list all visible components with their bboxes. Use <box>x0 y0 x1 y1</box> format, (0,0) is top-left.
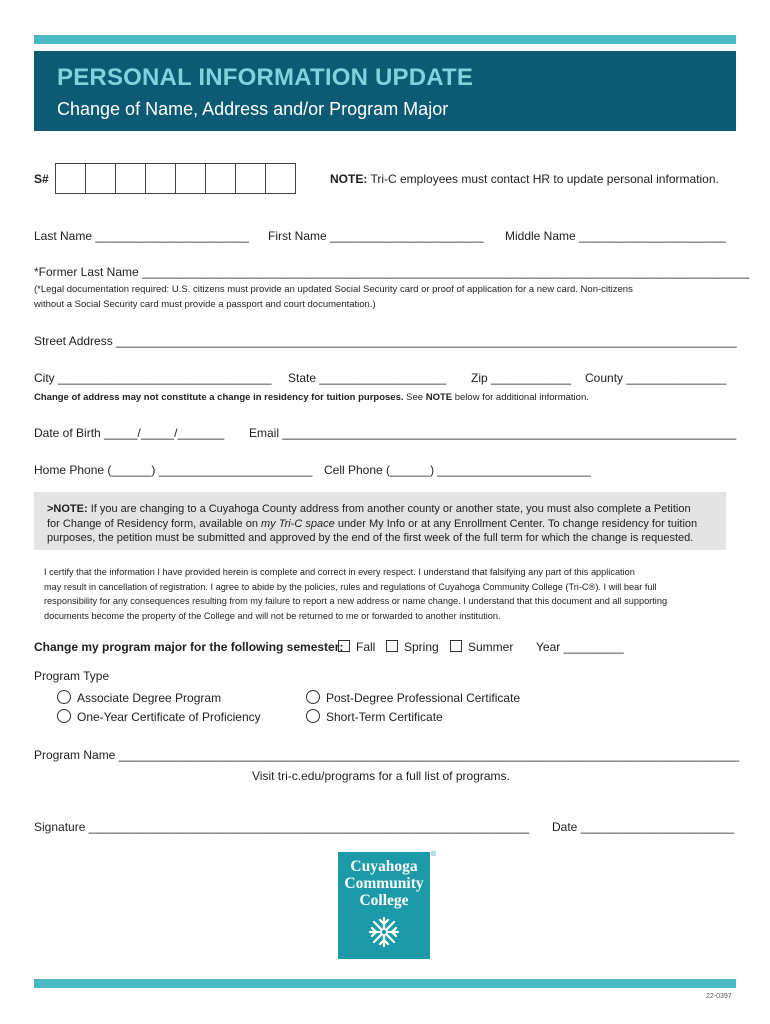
residency-notice: Change of address may not constitute a change in residency for tuition purposes. See NOTE below for additional information. <box>34 392 589 403</box>
form-header <box>34 51 736 131</box>
change-program-label: Change my program major for the following semester: <box>34 640 344 654</box>
college-logo: Cuyahoga Community College <box>338 852 430 959</box>
bottom-accent-bar <box>34 979 736 988</box>
associate-degree-radio[interactable]: Associate Degree Program <box>57 690 221 705</box>
form-code: 22-0397 <box>706 993 732 1000</box>
date-of-birth-field[interactable]: Date of Birth _____/_____/_______ <box>34 426 225 440</box>
program-type-label: Program Type <box>34 669 110 683</box>
snumber-input[interactable] <box>56 163 296 194</box>
post-degree-certificate-radio[interactable]: Post-Degree Professional Certificate <box>306 690 520 705</box>
home-phone-field[interactable]: Home Phone (______) _______________________ <box>34 463 313 477</box>
checkbox-icon[interactable] <box>386 640 398 652</box>
note-line-2: for Change of Residency form, available on my Tri-C space under My Info or at any Enrollment Center. To change residency for tuition <box>47 517 698 530</box>
first-name-field[interactable]: First Name _______________________ <box>268 229 484 243</box>
certification-statement: I certify that the information I have provided herein is complete and correct in every respect. I understand that falsifying any part of this application may result in cancellation of registration. I agree to abide by the policies, rules and regulations of Cuyahoga Community College (Tri-C®). I will bear full responsibility for any consequences resulting from my failure to report a new address or name change. I understand that this document and all supporting documents become the property of the College and will not be returned to me or forwarded to another institution. <box>44 567 668 621</box>
city-field[interactable]: City ________________________________ <box>34 371 272 385</box>
radio-icon[interactable] <box>306 709 320 723</box>
snumber-digit-box[interactable] <box>115 163 146 194</box>
registered-mark: ® <box>431 851 437 858</box>
snumber-digit-box[interactable] <box>235 163 266 194</box>
last-name-field[interactable]: Last Name _______________________ <box>34 229 249 243</box>
snowflake-emblem-icon <box>368 916 400 948</box>
radio-icon[interactable] <box>306 690 320 704</box>
snumber-digit-box[interactable] <box>205 163 236 194</box>
cell-phone-field[interactable]: Cell Phone (______) _______________________ <box>324 463 591 477</box>
top-accent-bar <box>34 35 736 44</box>
middle-name-field[interactable]: Middle Name ______________________ <box>505 229 726 243</box>
note-line-3: purposes, the petition must be submitted and approved by the end of the first week of the full term for which the change is requested. <box>47 532 694 544</box>
checkbox-icon[interactable] <box>450 640 462 652</box>
hr-note: NOTE: Tri-C employees must contact HR to update personal information. <box>330 172 719 186</box>
checkbox-icon[interactable] <box>338 640 350 652</box>
snumber-label: S# <box>34 172 49 186</box>
former-last-name-field[interactable]: *Former Last Name ___________________________________________________________________________________________ <box>34 265 750 279</box>
short-term-certificate-radio[interactable]: Short-Term Certificate <box>306 709 443 724</box>
legal-doc-line-2: without a Social Security card must provide a passport and court documentation.) <box>34 299 376 310</box>
street-address-field[interactable]: Street Address _____________________________________________________________________________________________ <box>34 334 737 348</box>
radio-icon[interactable] <box>57 709 71 723</box>
legal-doc-line-1: (*Legal documentation required: U.S. citizens must provide an updated Social Security card or proof of application for a new card. Non-citizens <box>34 284 633 295</box>
snumber-digit-box[interactable] <box>265 163 296 194</box>
programs-link-text: Visit tri-c.edu/programs for a full list of programs. <box>252 769 510 783</box>
summer-checkbox[interactable]: Summer <box>450 640 513 654</box>
program-name-field[interactable]: Program Name _____________________________________________________________________________________________ <box>34 748 740 762</box>
zip-field[interactable]: Zip ____________ <box>471 371 572 385</box>
snumber-digit-box[interactable] <box>85 163 116 194</box>
county-field[interactable]: County _______________ <box>585 371 727 385</box>
spring-checkbox[interactable]: Spring <box>386 640 439 654</box>
radio-icon[interactable] <box>57 690 71 704</box>
note-line-1: >NOTE: If you are changing to a Cuyahoga County address from another county or another state, you must also complete a Petition <box>47 503 691 515</box>
snumber-digit-box[interactable] <box>175 163 206 194</box>
snumber-digit-box[interactable] <box>145 163 176 194</box>
form-subtitle: Change of Name, Address and/or Program Major <box>57 99 449 119</box>
signature-field[interactable]: Signature __________________________________________________________________ <box>34 820 530 834</box>
snumber-digit-box[interactable] <box>55 163 86 194</box>
email-field[interactable]: Email ____________________________________________________________________ <box>249 426 737 440</box>
state-field[interactable]: State ___________________ <box>288 371 447 385</box>
form-title: PERSONAL INFORMATION UPDATE <box>57 64 474 91</box>
date-field[interactable]: Date _______________________ <box>552 820 735 834</box>
year-field[interactable]: Year _________ <box>536 640 624 654</box>
one-year-certificate-radio[interactable]: One-Year Certificate of Proficiency <box>57 709 261 724</box>
fall-checkbox[interactable]: Fall <box>338 640 375 654</box>
residency-petition-note <box>34 492 726 550</box>
